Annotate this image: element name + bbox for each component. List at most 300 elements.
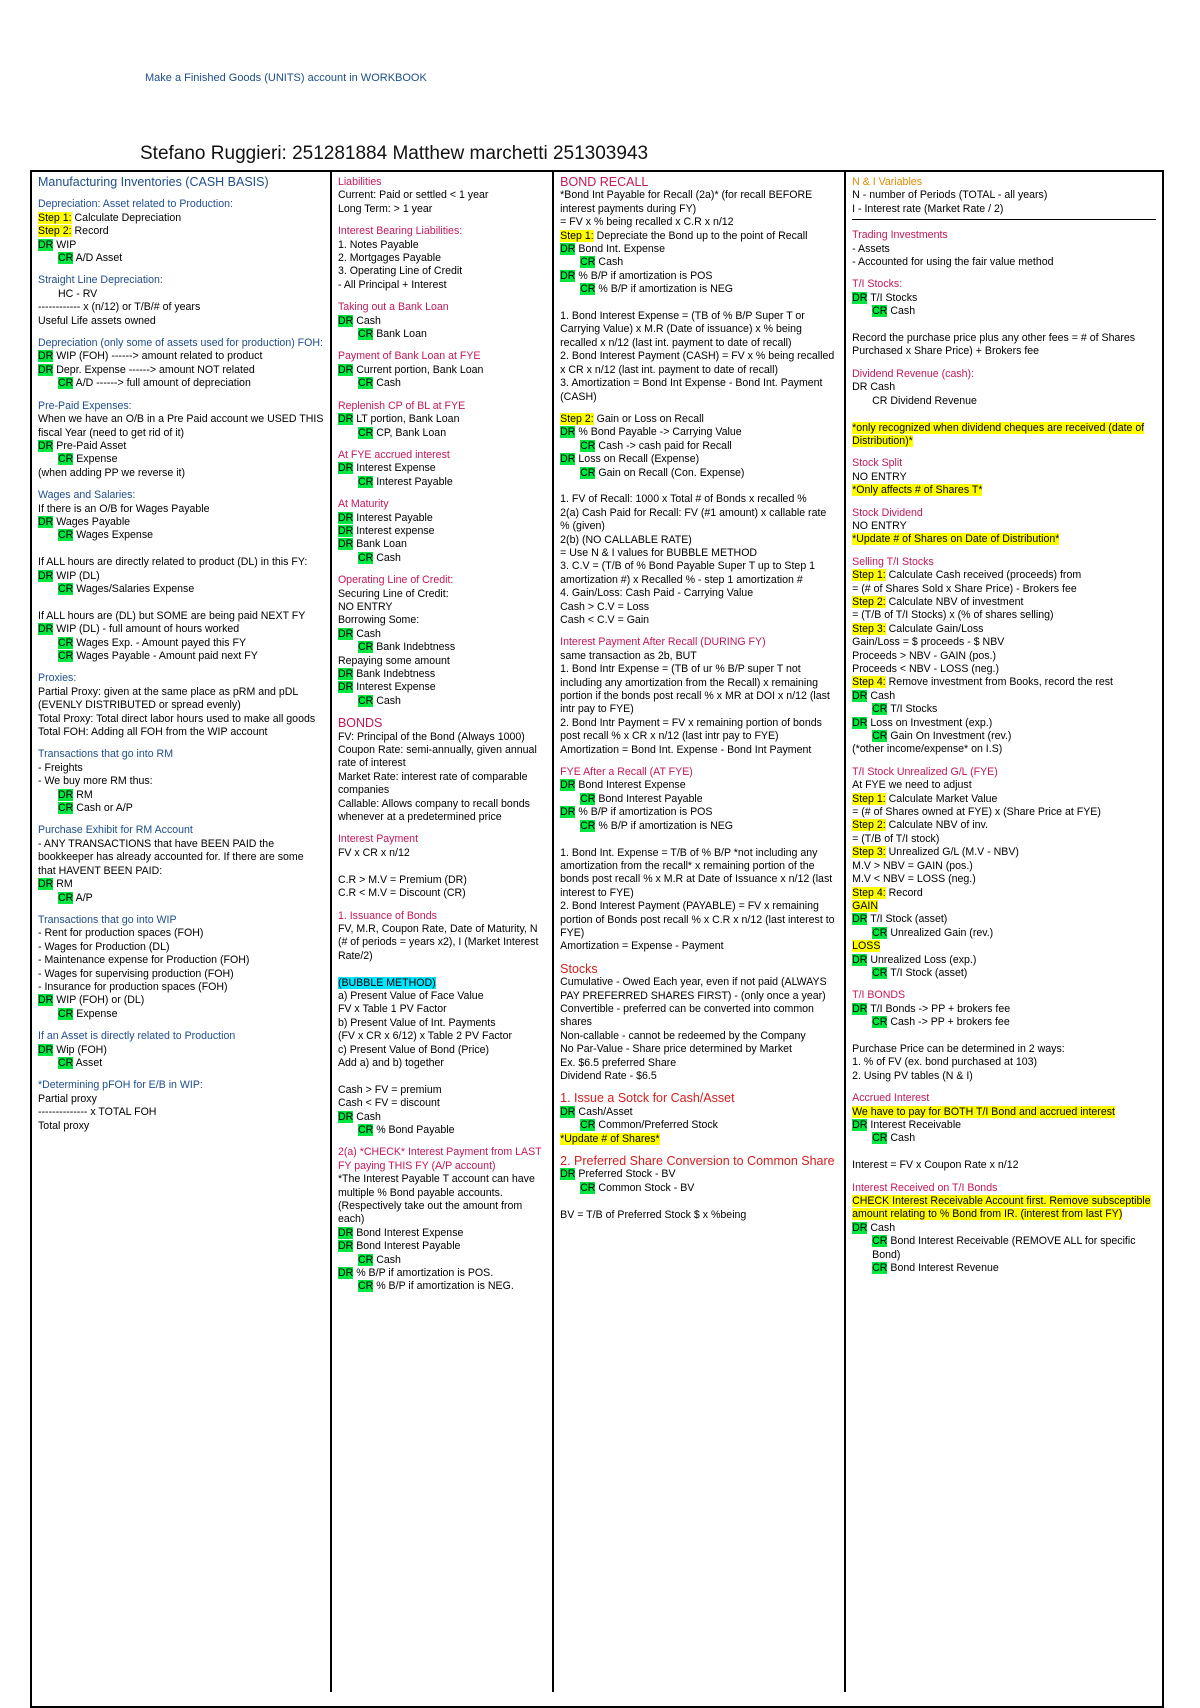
notes-section [38, 198, 324, 265]
note-line: - Accounted for using the fair value method [852, 256, 1054, 269]
section-heading: Replenish CP of BL at FYE [337, 399, 466, 412]
section-heading: Interest Payment [337, 833, 419, 846]
note-line: FV: Principal of the Bond (Always 1000) [337, 730, 525, 743]
note-line: At FYE we need to adjust [852, 779, 972, 792]
dr-tag: DR [852, 291, 868, 304]
cr-tag: CR [872, 926, 888, 939]
note-line: Coupon Rate: semi-annually, given annual rate of interest [337, 744, 537, 770]
note-line: CR Cash -> PP + brokers fee [872, 1016, 1010, 1029]
note-line: DR Cash [852, 381, 896, 394]
note-line: CR Asset [58, 1056, 103, 1069]
note-line: CR % B/P if amortization is NEG [580, 283, 734, 296]
dr-tag: DR [38, 238, 54, 251]
dr-tag: DR [560, 779, 576, 792]
cr-tag: CR [58, 582, 74, 595]
note-line: Cash < FV = discount [337, 1097, 440, 1110]
note-line: DR Cash/Asset [560, 1105, 633, 1118]
notes-section [560, 176, 838, 404]
note-line: CR Expense [58, 1007, 118, 1020]
note-line: Step 2: Calculate NBV of investment [852, 595, 1024, 608]
section-heading: *Determining pFOH for E/B in WIP: [38, 1079, 203, 1092]
notes-section [38, 489, 324, 663]
notes-section [38, 1079, 324, 1133]
note-line: Securing Line of Credit: [337, 587, 449, 600]
dr-tag: DR [337, 1226, 354, 1239]
cr-tag: CR [357, 1280, 374, 1293]
section-heading: 2. Preferred Share Conversion to Common Share [560, 1154, 835, 1169]
note-line: Cash > C.V = Loss [560, 600, 650, 613]
note-line: HC - RV [58, 287, 98, 300]
note-line [338, 963, 546, 976]
section-heading: Payment of Bank Loan at FYE [337, 350, 481, 363]
dr-tag: DR [337, 1110, 354, 1123]
note-line: CR Cash [580, 256, 624, 269]
note-line: Step 3: Unrealized G/L (M.V - NBV) [852, 846, 1019, 859]
notes-section [852, 176, 1156, 220]
note-line: DR Interest Payable [337, 511, 433, 524]
note-line: c) Present Value of Bond (Price) [337, 1043, 490, 1056]
note-line [852, 1030, 1156, 1043]
note-line: Cash > FV = premium [337, 1083, 442, 1096]
cr-tag: CR [58, 453, 74, 466]
dr-tag: DR [38, 623, 54, 636]
note-line: CR Cash [357, 551, 401, 564]
note-line: DR Loss on Recall (Expense) [560, 453, 700, 466]
note-line: CR A/D ------> full amount of depreciation [58, 377, 251, 390]
note-line: CR Cash [872, 1132, 916, 1145]
note-line: Cumulative - Owed Each year, even if not paid (ALWAYS PAY PREFERRED SHARES FIRST) - (only once a year) [560, 976, 827, 1002]
note-line: Cash < C.V = Gain [560, 614, 650, 626]
note-line: CR Wages Payable - Amount paid next FY [58, 650, 258, 662]
note-line: CR Gain On Investment (rev.) [872, 730, 1012, 743]
note-line: 1. Bond Int. Expense = T/B of % B/P *not including any amortization from the recall* x remaining portion of the bonds post recall % x M.R at Date of Issuance x n/12 (last interest to FYE) [560, 846, 833, 899]
notes-section [338, 301, 546, 341]
column-manufacturing [32, 172, 332, 1692]
note-line: 2. Bond Intr Payment = FV x remaining portion of bonds post recall % x CR x n/12 (last intr pay to FYE) [560, 716, 822, 743]
note-line: CR Bond Interest Receivable (REMOVE ALL for specific Bond) [872, 1235, 1136, 1261]
notes-section [38, 672, 324, 739]
section-heading: Operating Line of Credit: [337, 574, 454, 587]
note-line: CR % B/P if amortization is NEG [580, 819, 734, 832]
section-heading: Interest Bearing Liabilities: [337, 225, 463, 238]
cr-tag: CR [872, 1262, 888, 1275]
note-line: GAIN [852, 899, 879, 912]
section-heading: 1. Issuance of Bonds [337, 909, 437, 922]
section-heading: BOND RECALL [560, 175, 649, 189]
note-line: Amortization = Expense - Payment [560, 940, 724, 953]
dr-tag: DR [337, 314, 354, 327]
note-line: DR Cash [337, 1110, 381, 1123]
note-line: = (# of Shares owned at FYE) x (Share Price at FYE) [852, 806, 1101, 819]
notes-section [338, 1146, 546, 1293]
section-heading: At FYE accrued interest [337, 448, 450, 461]
note-line: Step 2: Calculate NBV of inv. [852, 819, 988, 832]
note-line: DR Cash [337, 627, 381, 640]
note-line: We have to pay for BOTH T/I Bond and accrued interest [852, 1105, 1115, 1118]
note-line: Useful Life assets owned [38, 314, 156, 327]
note-line: - ANY TRANSACTIONS that have BEEN PAID the bookkeeper has already accounted for. If there are some that HAVENT BEEN PAID: [38, 837, 304, 877]
notes-section [560, 1155, 838, 1222]
notes-section [38, 274, 324, 328]
note-line: Market Rate: interest rate of comparable companies [337, 770, 528, 797]
note-line [338, 860, 546, 873]
cr-tag: CR [357, 426, 374, 439]
note-line: DR WIP (FOH) or (DL) [38, 994, 145, 1007]
note-line: CR Interest Payable [357, 475, 453, 488]
note-line: Dividend Rate - $6.5 [560, 1070, 657, 1082]
dr-tag: DR [337, 511, 354, 524]
note-line: Step 2: Record [38, 225, 109, 238]
note-line: If ALL hours are (DL) but SOME are being paid NEXT FY [38, 609, 306, 622]
note-line: DR Bank Loan [337, 538, 407, 551]
note-line: M.V < NBV = LOSS (neg.) [852, 873, 976, 886]
cr-tag: CR [58, 1056, 74, 1069]
section-heading: Liabilities [337, 176, 382, 188]
notes-section [560, 963, 838, 1084]
notes-section [852, 229, 1156, 269]
cr-tag: CR [580, 283, 596, 296]
note-line: *Update # of Shares* [560, 1132, 660, 1145]
note-line: CR Wages Exp. - Amount payed this FY [58, 636, 247, 649]
cr-tag: CR [872, 305, 888, 318]
dr-tag: DR [58, 788, 74, 801]
dr-tag: DR [337, 413, 354, 426]
note-line: = FV x % being recalled x C.R x n/12 [560, 216, 734, 229]
notes-section [852, 766, 1156, 981]
dr-tag: DR [337, 363, 354, 376]
dr-tag: DR [852, 1119, 868, 1131]
note-line: DR % B/P if amortization is POS [560, 269, 713, 282]
note-line: - Freights [38, 761, 83, 774]
note-line: Step 1: Calculate Cash received (proceeds) from [852, 569, 1082, 582]
note-line: Ex. $6.5 preferred Share [560, 1056, 677, 1069]
cr-tag: CR [580, 792, 596, 805]
dr-tag: DR [560, 243, 576, 256]
dr-tag: DR [852, 689, 868, 702]
section-heading: Stocks [560, 961, 598, 976]
note-line: Total proxy [38, 1119, 90, 1132]
cr-tag: CR [872, 703, 888, 716]
note-line: DR Cash [852, 1221, 896, 1234]
note-line: CR Wages Expense [58, 529, 154, 542]
notes-section [852, 556, 1156, 757]
section-heading: FYE After a Recall (AT FYE) [560, 766, 693, 779]
note-line: CR Cash [357, 694, 401, 707]
dr-tag: DR [560, 269, 576, 282]
note-line: - Assets [852, 242, 890, 255]
section-heading: 2(a) *CHECK* Interest Payment from LAST FY paying THIS FY (A/P account) [337, 1146, 542, 1172]
note-line: DR Wip (FOH) [38, 1043, 107, 1056]
dr-tag: DR [38, 569, 54, 582]
notes-section [852, 278, 1156, 358]
note-line: BV = T/B of Preferred Stock $ x %being [560, 1208, 747, 1221]
note-line: b) Present Value of Int. Payments [337, 1016, 496, 1029]
note-line: Step 4: Remove investment from Books, record the rest [852, 676, 1113, 689]
note-line: CR Cash or A/P [58, 802, 133, 815]
note-line: - Maintenance expense for Production (FOH) [38, 954, 250, 967]
note-line: *only recognized when dividend cheques are received (date of Distribution)* [852, 421, 1145, 447]
cr-tag: CR [357, 551, 374, 564]
cheat-sheet [30, 170, 1164, 1708]
note-line: 2(a) Cash Paid for Recall: FV (#1 amount) x callable rate % (given) [560, 506, 827, 533]
note-line: - All Principal + Interest [337, 278, 447, 291]
note-line: ------------ x (n/12) or T/B/# of years [38, 301, 201, 314]
note-line: DR Current portion, Bank Loan [337, 363, 484, 376]
note-line: DR Interest expense [337, 524, 435, 537]
cr-tag: CR [580, 439, 596, 452]
note-line: 3. Amortization = Bond Int Expense - Bond Int. Payment (CASH) [560, 377, 823, 403]
dr-tag: DR [38, 878, 54, 891]
note-line: DR WIP (DL) - full amount of hours worked [38, 623, 240, 636]
note-line: DR T/I Stocks [852, 291, 918, 304]
note-line: (BUBBLE METHOD) [337, 976, 436, 989]
note-line: NO ENTRY [852, 470, 907, 483]
cr-tag: CR [58, 650, 74, 662]
note-line: CR CP, Bank Loan [357, 426, 447, 439]
note-line: DR % B/P if amortization is POS. [337, 1267, 494, 1280]
note-line: DR Pre-Paid Asset [38, 439, 127, 452]
note-line: Step 4: Record [852, 886, 923, 899]
section-heading: Pre-Paid Expenses: [38, 399, 132, 412]
cr-tag: CR [872, 1132, 888, 1145]
note-line: - Wages for supervising production (FOH) [38, 967, 234, 980]
note-line [38, 543, 324, 556]
note-line: CR T/I Stocks [872, 703, 938, 716]
dr-tag: DR [337, 681, 354, 694]
note-line: C.R > M.V = Premium (DR) [337, 873, 467, 886]
note-line: DR Cash [337, 314, 381, 327]
note-line [560, 297, 838, 310]
notes-section [338, 833, 546, 900]
dr-tag: DR [337, 524, 354, 537]
section-heading: Depreciation (only some of assets used for production) FOH: [38, 337, 323, 350]
section-heading: N & I Variables [852, 176, 922, 188]
section-heading: T/I Stock Unrealized G/L (FYE) [852, 765, 998, 778]
note-line: = (# of Shares Sold x Share Price) - Brokers fee [852, 582, 1077, 595]
note-line: Record the purchase price plus any other fees = # of Shares Purchased x Share Price) + Brokers fee [852, 332, 1136, 358]
note-line: CR Dividend Revenue [872, 394, 977, 407]
cr-tag: CR [58, 636, 74, 649]
note-line: same transaction as 2b, BUT [560, 649, 697, 662]
section-heading: Trading Investments [852, 229, 948, 242]
cr-tag: CR [58, 529, 74, 542]
note-line: DR % Bond Payable -> Carrying Value [560, 426, 742, 439]
section-heading: Transactions that go into RM [38, 748, 174, 761]
cr-tag: CR [58, 1007, 74, 1020]
section-heading: Proxies: [38, 672, 77, 685]
notes-section [852, 507, 1156, 547]
note-line: Step 1: Calculate Depreciation [38, 211, 182, 224]
note-line: Total FOH: Adding all FOH from the WIP account [38, 726, 268, 739]
note-line: DR Loss on Investment (exp.) [852, 716, 993, 729]
note-line: DR WIP (DL) [38, 569, 100, 582]
note-line: DR Cash [852, 689, 896, 702]
cr-tag: CR [58, 802, 74, 815]
dr-tag: DR [560, 806, 576, 819]
note-line: M.V > NBV = GAIN (pos.) [852, 859, 973, 872]
note-line: Total Proxy: Total direct labor hours used to make all goods [38, 712, 316, 725]
note-line: DR % B/P if amortization is POS [560, 806, 713, 819]
section-heading: BONDS [337, 716, 383, 731]
dr-tag: DR [38, 439, 54, 452]
note-line: CR Cash [357, 1253, 401, 1266]
note-line: Step 1: Calculate Market Value [852, 792, 998, 805]
notes-section [338, 498, 546, 565]
note-line [338, 1070, 546, 1083]
note-line: If there is an O/B for Wages Payable [38, 502, 210, 515]
section-heading: Straight Line Depreciation: [38, 274, 163, 287]
notes-section [560, 636, 838, 757]
column-bond-recall [554, 172, 846, 1692]
note-line: 2. Bond Interest Payment (CASH) = FV x % being recalled x CR x n/12 (last int. payment to date of recall) [560, 350, 835, 376]
note-line: - Rent for production spaces (FOH) [38, 927, 204, 940]
note-line: NO ENTRY [337, 600, 393, 613]
cr-tag: CR [357, 694, 374, 707]
note-line: CR Cash -> cash paid for Recall [580, 439, 732, 452]
cr-tag: CR [872, 730, 888, 743]
note-line: Proceeds < NBV - LOSS (neg.) [852, 663, 1000, 675]
dr-tag: DR [560, 1105, 576, 1118]
note-line: *Bond Int Payable for Recall (2a)* (for recall BEFORE interest payments during FY) [560, 189, 813, 215]
section-heading: Selling T/I Stocks [852, 555, 934, 568]
notes-section [338, 574, 546, 708]
dr-tag: DR [560, 453, 576, 466]
note-line: CR Expense [58, 453, 118, 466]
notes-section [38, 400, 324, 480]
section-heading: If an Asset is directly related to Production [38, 1030, 236, 1043]
section-heading: 1. Issue a Sotck for Cash/Asset [560, 1091, 735, 1106]
note-line: DR Unrealized Loss (exp.) [852, 953, 977, 966]
note-line: - Insurance for production spaces (FOH) [38, 980, 228, 993]
note-line: Add a) and b) together [337, 1056, 444, 1069]
note-line: CR Cash [357, 377, 401, 390]
notes-section [852, 1092, 1156, 1172]
note-line [852, 408, 1156, 421]
notes-section [38, 1030, 324, 1070]
note-line: DR T/I Bonds -> PP + brokers fee [852, 1002, 1011, 1015]
cr-tag: CR [58, 377, 74, 390]
cr-tag: CR [580, 466, 596, 479]
note-line: Non-callable - cannot be redeemed by the Company [560, 1029, 806, 1042]
note-line: 3. C.V = (T/B of % Bond Payable Super T up to Step 1 amortization #) x Recalled % - step 1 amortization # [560, 560, 816, 586]
section-heading: At Maturity [337, 498, 389, 511]
note-line: (when adding PP we reverse it) [38, 466, 186, 479]
cr-tag: CR [872, 1016, 888, 1029]
cr-tag: CR [580, 1119, 596, 1132]
notes-section [560, 413, 838, 628]
note-line: 2. Bond Interest Payment (PAYABLE) = FV x remaining portion of Bonds post recall % x C.R x n/12 (last interest to FYE) [560, 900, 835, 939]
note-line: Amortization = Bond Int. Expense - Bond Int Payment [560, 743, 812, 756]
dr-tag: DR [337, 462, 354, 475]
dr-tag: DR [38, 1043, 54, 1056]
note-line: CR A/P [58, 891, 93, 904]
note-line: DR Interest Receivable [852, 1119, 962, 1131]
notes-section [852, 1182, 1156, 1276]
note-line: (*other income/expense* on I.S) [852, 743, 1003, 756]
section-heading: Interest Received on T/I Bonds [852, 1181, 998, 1194]
dr-tag: DR [852, 716, 868, 729]
note-line: Interest = FV x Coupon Rate x n/12 [852, 1159, 1019, 1172]
notes-section [338, 176, 546, 216]
note-line [560, 833, 838, 846]
divider-line [852, 219, 1156, 220]
note-line: 2(b) (NO CALLABLE RATE) [560, 533, 692, 546]
cheat-sheet-columns [32, 172, 1162, 1692]
note-line: CR % Bond Payable [357, 1124, 455, 1136]
notes-section [560, 766, 838, 954]
note-line: CHECK Interest Receivable Account first. Remove subsceptible amount relating to % Bond from IR. (interest from last FY) [852, 1195, 1151, 1221]
column-liabilities [332, 172, 554, 1692]
cr-tag: CR [872, 966, 888, 979]
note-line: DR WIP (FOH) ------> amount related to product [38, 350, 263, 363]
dr-tag: DR [38, 363, 54, 376]
notes-section [852, 368, 1156, 448]
cr-tag: CR [872, 1235, 888, 1248]
note-line: 1. Notes Payable [337, 238, 419, 251]
section-heading: Interest Payment After Recall (DURING FY) [560, 636, 766, 649]
note-line: DR Bond Interest Expense [337, 1226, 464, 1239]
note-line: CR Bank Indebtness [357, 641, 456, 654]
cr-tag: CR [357, 641, 374, 654]
note-line: *Update # of Shares on Date of Distribution* [852, 533, 1060, 546]
notes-section [338, 400, 546, 440]
cr-tag: CR [580, 819, 596, 832]
note-line: DR Wages Payable [38, 515, 131, 528]
note-line: CR Cash [872, 305, 916, 318]
note-line: 1. Bond Intr Expense = (TB of ur % B/P super T not including any amortization from the Recall) x remaining portion if the bonds post recall % x MR at DOI x n/12 (last intr pay to FYE) [560, 663, 830, 716]
workbook-note: Make a Finished Goods (UNITS) account in WORKBOOK [145, 72, 427, 84]
note-line: DR Bond Interest Payable [337, 1240, 461, 1253]
cr-tag: CR [580, 1181, 596, 1194]
note-line: Callable: Allows company to recall bonds whenever at a predetermined price [337, 797, 530, 824]
dr-tag: DR [337, 1267, 354, 1280]
note-line: Partial proxy [38, 1092, 97, 1105]
note-line: Purchase Price can be determined in 2 ways: [852, 1042, 1065, 1055]
note-line: DR RM [38, 878, 73, 891]
cr-tag: CR [58, 252, 74, 265]
note-line: Convertible - preferred can be converted into common shares [560, 1002, 814, 1029]
section-heading: Wages and Salaries: [38, 489, 136, 502]
notes-section [38, 824, 324, 904]
dr-tag: DR [337, 627, 354, 640]
note-line: 2. Using PV tables (N & I) [852, 1069, 973, 1082]
section-heading: Manufacturing Inventories (CASH BASIS) [38, 175, 269, 189]
section-heading: Transactions that go into WIP [38, 913, 177, 926]
note-line [38, 596, 324, 609]
author-names: Stefano Ruggieri: 251281884 Matthew marchetti 251303943 [140, 143, 649, 164]
note-line: FV x Table 1 PV Factor [337, 1003, 447, 1016]
note-line: N - number of Periods (TOTAL - all years) [852, 189, 1048, 202]
note-line: LOSS [852, 940, 881, 953]
note-line: DR Depr. Expense ------> amount NOT related [38, 363, 255, 376]
note-line: FV, M.R, Coupon Rate, Date of Maturity, N (# of periods = years x2), I (Market Interest Rate/2) [337, 922, 539, 962]
section-heading: Depreciation: Asset related to Production: [38, 198, 233, 211]
section-heading: Accrued Interest [852, 1092, 930, 1105]
dr-tag: DR [852, 1002, 868, 1015]
note-line [560, 1195, 838, 1208]
cr-tag: CR [357, 328, 374, 341]
note-line: CR % B/P if amortization is NEG. [357, 1280, 514, 1293]
note-line: CR Bank Loan [357, 328, 427, 341]
note-line: DR Interest Expense [337, 462, 436, 475]
note-line: CR Wages/Salaries Expense [58, 582, 195, 595]
note-line: Current: Paid or settled < 1 year [337, 189, 489, 202]
note-line: CR Bond Interest Revenue [872, 1262, 999, 1275]
dr-tag: DR [38, 515, 54, 528]
note-line: DR RM [58, 788, 93, 801]
note-line: Borrowing Some: [337, 614, 420, 627]
notes-section [338, 910, 546, 1138]
